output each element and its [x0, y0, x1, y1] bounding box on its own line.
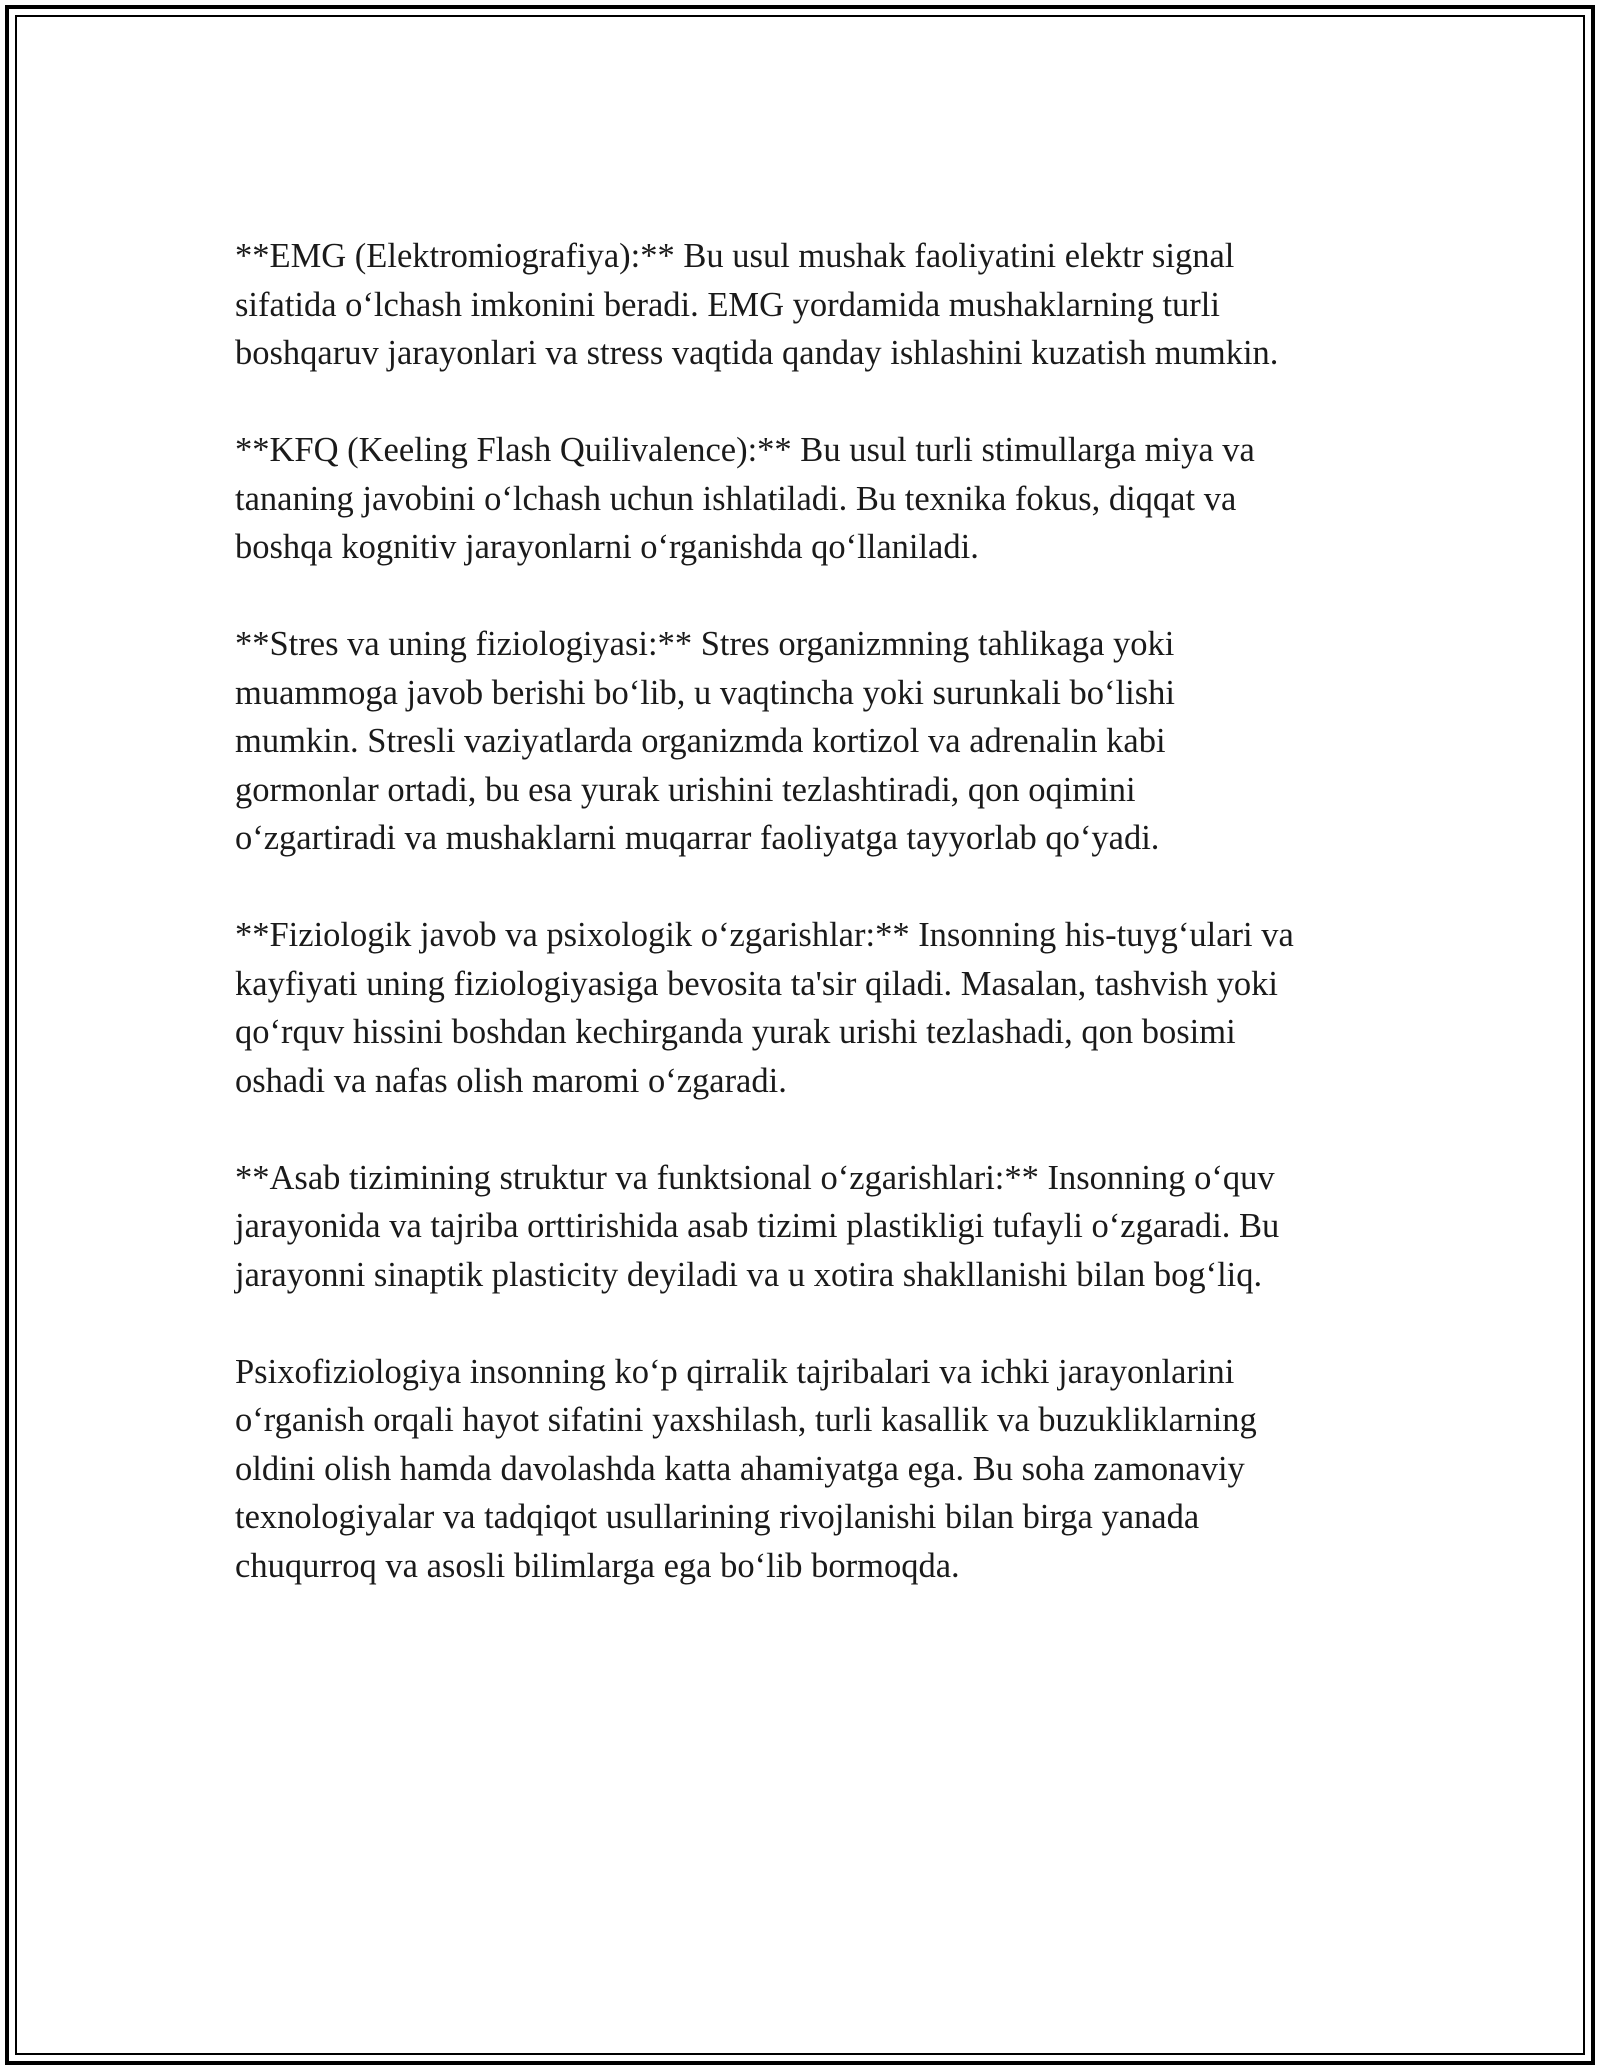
text-line: boshqaruv jarayonlari va stress vaqtida qanday ishlashini kuzatish mumkin.	[235, 334, 1279, 372]
paragraph-asab-tizimi	[235, 1154, 1405, 1300]
text-line: sifatida o‘lchash imkonini beradi. EMG yordamida mushaklarning turli	[235, 285, 1220, 324]
text-line: texnologiyalar va tadqiqot usullarining rivojlanishi bilan birga yanada	[235, 1498, 1200, 1536]
text-line: chuqurroq va asosli bilimlarga ega bo‘lib bormoqda.	[235, 1546, 960, 1585]
text-line: muammoga javob berishi bo‘lib, u vaqtincha yoki surunkali bo‘lishi	[235, 673, 1175, 712]
document-body	[235, 232, 1405, 1639]
text-line: oshadi va nafas olish maromi o‘zgaradi.	[235, 1061, 787, 1100]
paragraph-fiziologik-javob	[235, 911, 1405, 1105]
text-line: jarayonni sinaptik plasticity deyiladi va u xotira shakllanishi bilan bog‘liq.	[235, 1255, 1263, 1294]
text-line: o‘rganish orqali hayot sifatini yaxshilash, turli kasallik va buzukliklarning	[235, 1401, 1257, 1439]
text-line: mumkin. Stresli vaziyatlarda organizmda kortizol va adrenalin kabi	[235, 722, 1166, 760]
text-line: **Stres va uning fiziologiyasi:** Stres organizmning tahlikaga yoki	[235, 625, 1175, 663]
text-line: boshqa kognitiv jarayonlarni o‘rganishda qo‘llaniladi.	[235, 528, 979, 566]
text-line: Psixofiziologiya insonning ko‘p qirralik tajribalari va ichki jarayonlarini	[235, 1352, 1235, 1391]
text-line: o‘zgartiradi va mushaklarni muqarrar faoliyatga tayyorlab qo‘yadi.	[235, 819, 1160, 857]
paragraph-emg	[235, 232, 1405, 378]
paragraph-psixofiziologiya	[235, 1348, 1405, 1591]
paragraph-kfq	[235, 426, 1405, 572]
text-line: **EMG (Elektromiografiya):** Bu usul mushak faoliyatini elektr signal	[235, 237, 1235, 275]
paragraph-stres	[235, 620, 1405, 863]
text-line: **KFQ (Keeling Flash Quilivalence):** Bu usul turli stimullarga miya va	[235, 431, 1255, 469]
text-line: gormonlar ortadi, bu esa yurak urishini tezlashtiradi, qon oqimini	[235, 770, 1136, 809]
text-line: qo‘rquv hissini boshdan kechirganda yurak urishi tezlashadi, qon bosimi	[235, 1013, 1236, 1051]
text-line: jarayonida va tajriba orttirishida asab tizimi plastikligi tufayli o‘zgaradi. Bu	[235, 1207, 1280, 1245]
text-line: tananing javobini o‘lchash uchun ishlatiladi. Bu texnika fokus, diqqat va	[235, 479, 1237, 518]
text-line: **Fiziologik javob va psixologik o‘zgarishlar:** Insonning his-tuyg‘ulari va	[235, 916, 1294, 954]
text-line: kayfiyati uning fiziologiyasiga bevosita ta'sir qiladi. Masalan, tashvish yoki	[235, 964, 1278, 1003]
text-line: oldini olish hamda davolashda katta ahamiyatga ega. Bu soha zamonaviy	[235, 1449, 1245, 1488]
text-line: **Asab tizimining struktur va funktsional o‘zgarishlari:** Insonning o‘quv	[235, 1158, 1275, 1197]
